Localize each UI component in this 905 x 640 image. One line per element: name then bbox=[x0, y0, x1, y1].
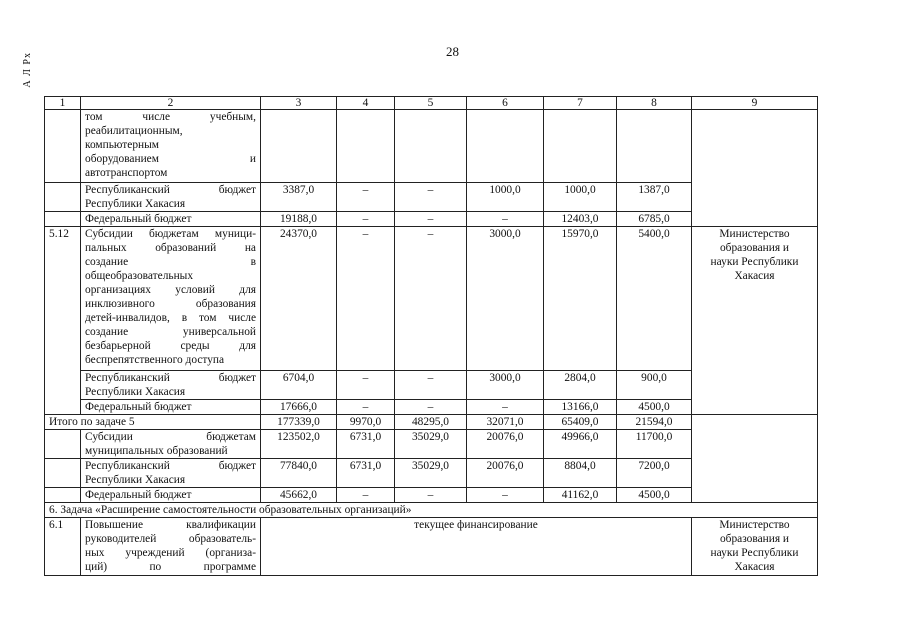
value-cell: 32071,0 bbox=[467, 415, 544, 430]
value-cell: 3387,0 bbox=[261, 183, 337, 212]
value-cell: – bbox=[337, 371, 395, 400]
value-cell: 3000,0 bbox=[467, 371, 544, 400]
description-cell bbox=[81, 183, 261, 212]
responsible-cell bbox=[692, 227, 818, 415]
total-label-cell: Итого по задаче 5 bbox=[45, 415, 261, 430]
value-cell: 123502,0 bbox=[261, 430, 337, 459]
value-cell: – bbox=[395, 183, 467, 212]
table-row bbox=[45, 110, 818, 183]
value-cell: 6785,0 bbox=[617, 212, 692, 227]
value-cell: 12403,0 bbox=[544, 212, 617, 227]
column-header: 9 bbox=[692, 97, 818, 110]
description-line: ций) по программе bbox=[85, 561, 256, 573]
value-cell: 1000,0 bbox=[544, 183, 617, 212]
row-number-cell bbox=[45, 212, 81, 227]
description-cell bbox=[81, 227, 261, 371]
value-cell: 20076,0 bbox=[467, 430, 544, 459]
description-cell bbox=[81, 110, 261, 183]
responsible-line: образования и bbox=[719, 242, 790, 254]
row-number-cell bbox=[45, 183, 81, 212]
responsible-line: Хакасия bbox=[734, 561, 775, 573]
description-cell: Федеральный бюджет bbox=[81, 212, 261, 227]
description-line: инклюзивного образования bbox=[85, 298, 256, 310]
value-cell: 65409,0 bbox=[544, 415, 617, 430]
description-line: Республики Хакасия bbox=[85, 474, 186, 486]
value-cell: 24370,0 bbox=[261, 227, 337, 371]
description-cell: Федеральный бюджет bbox=[81, 400, 261, 415]
value-cell: – bbox=[395, 400, 467, 415]
column-header: 2 bbox=[81, 97, 261, 110]
value-cell: 177339,0 bbox=[261, 415, 337, 430]
value-cell bbox=[261, 110, 337, 183]
column-header: 3 bbox=[261, 97, 337, 110]
value-cell: – bbox=[395, 227, 467, 371]
value-cell: 45662,0 bbox=[261, 488, 337, 503]
value-cell: 20076,0 bbox=[467, 459, 544, 488]
value-cell: – bbox=[337, 183, 395, 212]
responsible-line: науки Республики bbox=[710, 256, 799, 268]
value-cell: 41162,0 bbox=[544, 488, 617, 503]
description-line: общеобразовательных bbox=[85, 270, 194, 282]
value-cell: 35029,0 bbox=[395, 430, 467, 459]
value-cell: 48295,0 bbox=[395, 415, 467, 430]
responsible-cell bbox=[692, 518, 818, 576]
responsible-line: Министерство bbox=[719, 519, 790, 531]
value-cell: 49966,0 bbox=[544, 430, 617, 459]
description-line: Республиканский бюджет bbox=[85, 372, 256, 384]
value-cell: 900,0 bbox=[617, 371, 692, 400]
description-line: компьютерным bbox=[85, 139, 159, 151]
value-cell: 17666,0 bbox=[261, 400, 337, 415]
column-header: 6 bbox=[467, 97, 544, 110]
description-line: Республиканский бюджет bbox=[85, 184, 256, 196]
description-line: беспрепятственного доступа bbox=[85, 354, 225, 366]
value-cell: 15970,0 bbox=[544, 227, 617, 371]
row-number-cell: 5.12 bbox=[45, 227, 81, 415]
description-line: создание универсальной bbox=[85, 326, 256, 338]
table-row bbox=[45, 415, 818, 430]
row-number-cell bbox=[45, 459, 81, 488]
value-cell: 6731,0 bbox=[337, 459, 395, 488]
value-cell: 13166,0 bbox=[544, 400, 617, 415]
responsible-line: образования и bbox=[719, 533, 790, 545]
value-cell: 21594,0 bbox=[617, 415, 692, 430]
column-header: 4 bbox=[337, 97, 395, 110]
description-cell: Федеральный бюджет bbox=[81, 488, 261, 503]
value-cell: – bbox=[337, 400, 395, 415]
value-cell: – bbox=[395, 488, 467, 503]
column-header: 1 bbox=[45, 97, 81, 110]
description-line: оборудованием и bbox=[85, 153, 256, 165]
budget-table bbox=[44, 96, 818, 576]
value-cell: – bbox=[395, 371, 467, 400]
description-line: безбарьерной среды для bbox=[85, 340, 256, 352]
description-line: создание в bbox=[85, 256, 256, 268]
value-cell: – bbox=[337, 488, 395, 503]
description-line: Республики Хакасия bbox=[85, 386, 186, 398]
section-heading-row bbox=[45, 503, 818, 518]
description-line: автотранспортом bbox=[85, 167, 168, 179]
description-cell bbox=[81, 371, 261, 400]
value-cell: 6731,0 bbox=[337, 430, 395, 459]
value-cell: 4500,0 bbox=[617, 400, 692, 415]
value-cell bbox=[467, 110, 544, 183]
value-cell bbox=[544, 110, 617, 183]
description-line: Субсидии бюджетам муници- bbox=[85, 228, 256, 240]
responsible-line: Хакасия bbox=[734, 270, 775, 282]
responsible-cell bbox=[692, 415, 818, 503]
description-cell bbox=[81, 430, 261, 459]
value-cell: 77840,0 bbox=[261, 459, 337, 488]
value-cell: – bbox=[467, 400, 544, 415]
value-cell bbox=[395, 110, 467, 183]
row-number-cell bbox=[45, 110, 81, 183]
row-number-cell bbox=[45, 430, 81, 459]
table-header-row bbox=[45, 97, 818, 110]
value-cell bbox=[337, 110, 395, 183]
value-cell: – bbox=[337, 227, 395, 371]
value-cell: – bbox=[395, 212, 467, 227]
value-cell: 2804,0 bbox=[544, 371, 617, 400]
responsible-line: Министерство bbox=[719, 228, 790, 240]
value-cell: 11700,0 bbox=[617, 430, 692, 459]
description-line: пальных образований на bbox=[85, 242, 256, 254]
column-header: 8 bbox=[617, 97, 692, 110]
side-margin-mark: А Л Рх bbox=[22, 52, 33, 88]
table-row bbox=[45, 227, 818, 371]
description-line: руководителей образователь- bbox=[85, 533, 256, 545]
value-cell: – bbox=[337, 212, 395, 227]
page-number: 28 bbox=[446, 44, 459, 59]
section-heading: 6. Задача «Расширение самостоятельности образовательных организаций» bbox=[45, 503, 818, 518]
description-line: Повышение квалификации bbox=[85, 519, 256, 531]
table-row bbox=[45, 518, 818, 576]
value-cell: 7200,0 bbox=[617, 459, 692, 488]
description-line: том числе учебным, bbox=[85, 111, 256, 123]
value-cell bbox=[617, 110, 692, 183]
description-line: Республиканский бюджет bbox=[85, 460, 256, 472]
description-cell bbox=[81, 518, 261, 576]
description-line: ных учреждений (организа- bbox=[85, 547, 256, 559]
description-line: реабилитационным, bbox=[85, 125, 183, 137]
description-line: детей-инвалидов, в том числе bbox=[85, 312, 256, 324]
value-cell: 5400,0 bbox=[617, 227, 692, 371]
description-line: Республики Хакасия bbox=[85, 198, 186, 210]
value-cell: 3000,0 bbox=[467, 227, 544, 371]
description-line: Субсидии бюджетам bbox=[85, 431, 256, 443]
description-line: организациях условий для bbox=[85, 284, 256, 296]
column-header: 5 bbox=[395, 97, 467, 110]
value-cell: 35029,0 bbox=[395, 459, 467, 488]
value-cell: 4500,0 bbox=[617, 488, 692, 503]
value-cell: – bbox=[467, 212, 544, 227]
responsible-cell bbox=[692, 110, 818, 227]
financing-note-cell: текущее финансирование bbox=[261, 518, 692, 576]
value-cell: 9970,0 bbox=[337, 415, 395, 430]
description-cell bbox=[81, 459, 261, 488]
row-number-cell bbox=[45, 488, 81, 503]
value-cell: 1000,0 bbox=[467, 183, 544, 212]
value-cell: 1387,0 bbox=[617, 183, 692, 212]
value-cell: – bbox=[467, 488, 544, 503]
responsible-line: науки Республики bbox=[710, 547, 799, 559]
value-cell: 8804,0 bbox=[544, 459, 617, 488]
column-header: 7 bbox=[544, 97, 617, 110]
row-number-cell: 6.1 bbox=[45, 518, 81, 576]
value-cell: 6704,0 bbox=[261, 371, 337, 400]
description-line: муниципальных образований bbox=[85, 445, 228, 457]
value-cell: 19188,0 bbox=[261, 212, 337, 227]
